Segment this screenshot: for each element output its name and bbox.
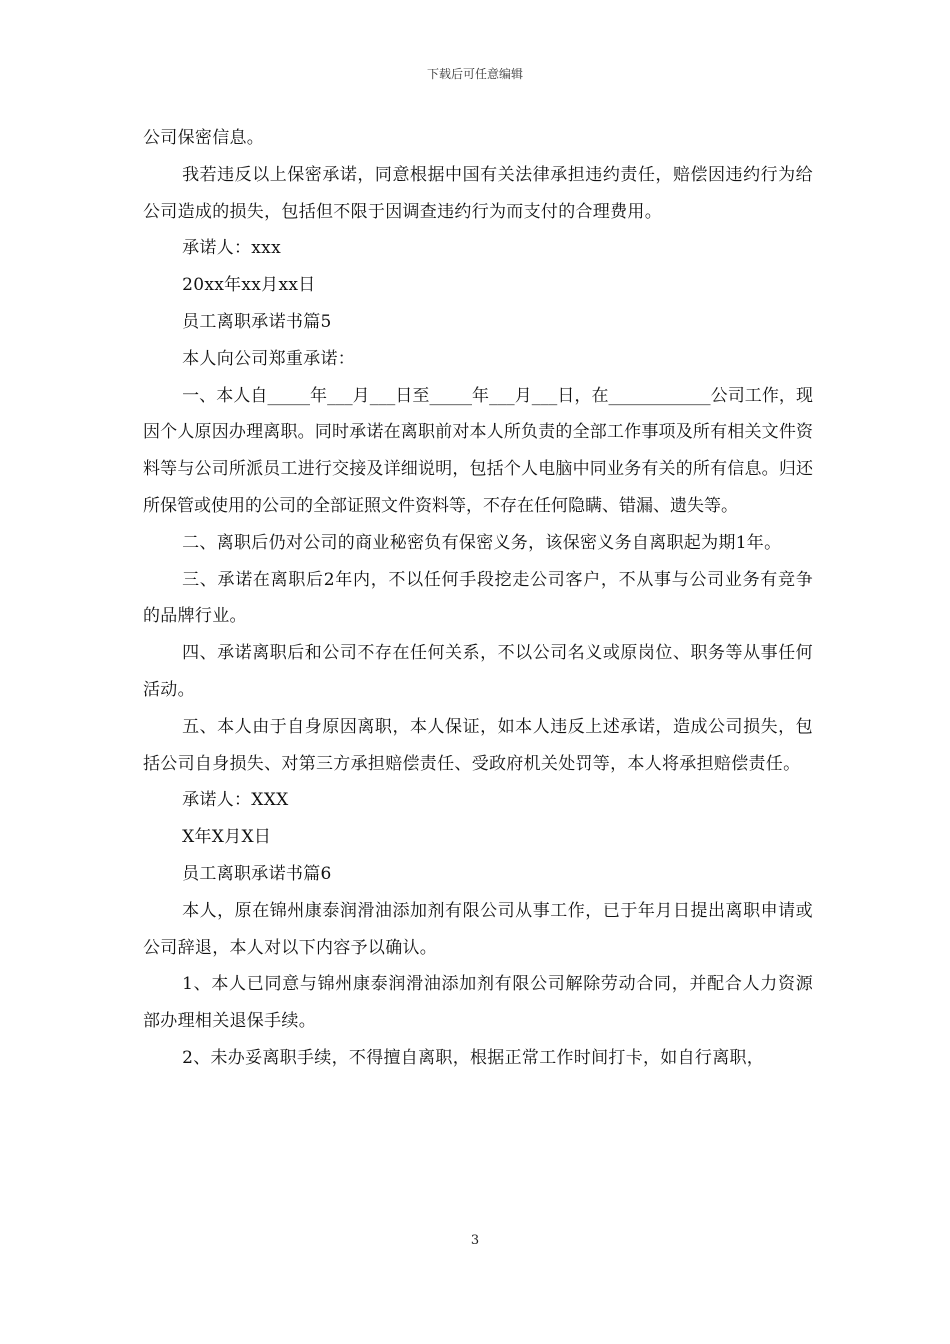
paragraph: 2、未办妥离职手续，不得擅自离职，根据正常工作时间打卡，如自行离职， (182, 1047, 765, 1068)
paragraph: 一、本人自_____年___月___日至_____年___月___日，在____________公司工作，现因个人原因办理离职。同时承诺在离职前对本人所负责的全部工作事项及所有相关文件资料等与公司所派员工进行交接及详细说明，包括个人电脑中同业务有关的所有信息。归还所保管或使用的公司的全部证照文件资料等，不存在任何隐瞒、错漏、遗失等。 (143, 385, 813, 516)
date-line: 20xx年xx月xx日 (182, 275, 316, 296)
paragraph: 四、承诺离职后和公司不存在任何关系，不以公司名义或原岗位、职务等从事任何活动。 (143, 643, 813, 700)
document-body (143, 120, 813, 1077)
signature-line: 承诺人：xxx (182, 238, 281, 259)
page-header: 下载后可任意编辑 (426, 67, 523, 81)
paragraph: 公司保密信息。 (143, 128, 265, 148)
paragraph: 1、本人已同意与锦州康泰润滑油添加剂有限公司解除劳动合同，并配合人力资源部办理相关退保手续。 (143, 974, 813, 1032)
date-line: X年X月X日 (182, 827, 272, 848)
section-title: 员工离职承诺书篇6 (182, 863, 332, 884)
page-number: 3 (470, 1233, 480, 1248)
paragraph: 我若违反以上保密承诺，同意根据中国有关法律承担违约责任，赔偿因违约行为给公司造成的损失，包括但不限于因调查违约行为而支付的合理费用。 (143, 164, 813, 222)
paragraph: 二、离职后仍对公司的商业秘密负有保密义务，该保密义务自离职起为期1年。 (182, 532, 782, 553)
paragraph: 三、承诺在离职后2年内，不以任何手段挖走公司客户，不从事与公司业务有竞争的品牌行业。 (143, 569, 813, 627)
signature-line: 承诺人：XXX (182, 790, 289, 811)
section-title: 员工离职承诺书篇5 (182, 311, 332, 332)
paragraph: 本人，原在锦州康泰润滑油添加剂有限公司从事工作，已于年月日提出离职申请或公司辞退，本人对以下内容予以确认。 (143, 900, 813, 958)
paragraph: 五、本人由于自身原因离职，本人保证，如本人违反上述承诺，造成公司损失，包括公司自身损失、对第三方承担赔偿责任、受政府机关处罚等，本人将承担赔偿责任。 (143, 716, 813, 774)
paragraph: 本人向公司郑重承诺： (182, 348, 356, 369)
